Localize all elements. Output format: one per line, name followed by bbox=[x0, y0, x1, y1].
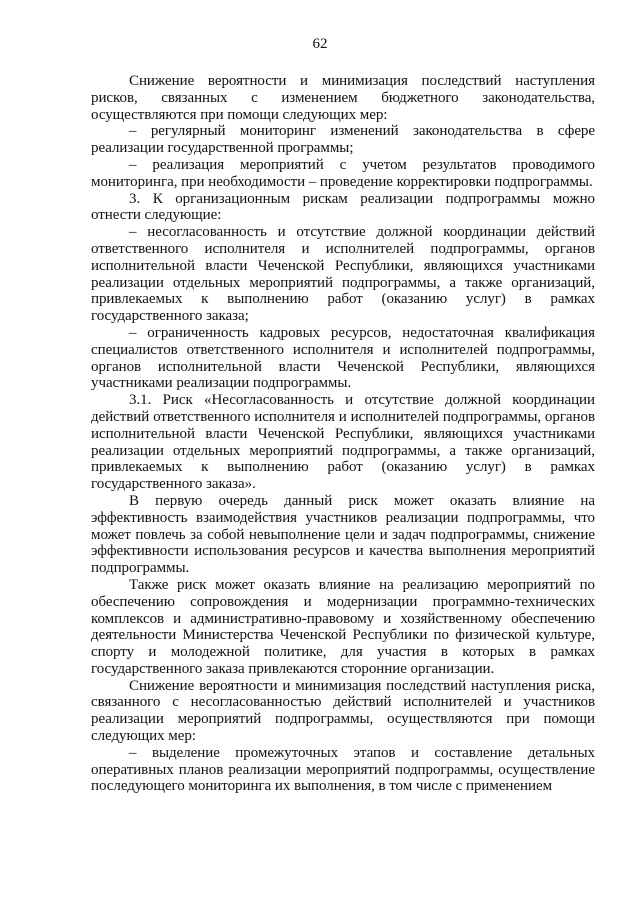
paragraph: В первую очередь данный риск может оказать влияние на эффективность взаимодействия участников реализации подпрограммы, что может повлечь за собой невыполнение цели и задач подпрограммы, снижение эффективности использования ресурсов и качества выполнения мероприятий подпрограммы. bbox=[91, 492, 595, 577]
paragraph: Снижение вероятности и минимизация последствий наступления рисков, связанных с изменением бюджетного законодательства, осуществляются при помощи следующих мер: bbox=[91, 73, 595, 123]
paragraph: – реализация мероприятий с учетом результатов проводимого мониторинга, при необходимости – проведение корректировки подпрограммы. bbox=[91, 156, 595, 190]
paragraph: – выделение промежуточных этапов и составление детальных оперативных планов реализации мероприятий подпрограммы, осуществление последующего мониторинга их выполнения, в том числе с применением bbox=[91, 744, 595, 795]
paragraph: – ограниченность кадровых ресурсов, недостаточная квалификация специалистов ответственного исполнителя и исполнителей подпрограммы, органов исполнительной власти Чеченской Республики, являющихся участниками реализации подпрограммы. bbox=[91, 324, 595, 392]
paragraph: – регулярный мониторинг изменений законодательства в сфере реализации государственной программы; bbox=[91, 123, 595, 157]
document-body bbox=[91, 73, 595, 795]
paragraph: 3.1. Риск «Несогласованность и отсутствие должной координации действий ответственного исполнителя и исполнителей подпрограммы, органов исполнительной власти Чеченской Республики, являющихся участниками реализации отдельных мероприятий подпрограммы, а также организаций, привлекаемых к выполнению работ (оказанию услуг) в рамках государственного заказа». bbox=[91, 392, 595, 493]
paragraph: 3. К организационным рискам реализации подпрограммы можно отнести следующие: bbox=[91, 190, 595, 224]
paragraph: – несогласованность и отсутствие должной координации действий ответственного исполнителя и исполнителей подпрограммы, органов исполнительной власти Чеченской Республики, являющихся участниками реализации отдельных мероприятий подпрограммы, а также организаций, привлекаемых к выполнению работ (оказанию услуг) в рамках государственного заказа; bbox=[91, 224, 595, 325]
paragraph: Также риск может оказать влияние на реализацию мероприятий по обеспечению сопровождения и модернизации программно-технических комплексов и административно-правовому и хозяйственному обеспечению деятельности Министерства Чеченской Республики по физической культуре, спорту и молодежной политике, для участия в которых в рамках государственного заказа привлекаются сторонние организации. bbox=[91, 576, 595, 677]
paragraph: Снижение вероятности и минимизация последствий наступления риска, связанного с несогласованностью действий исполнителей и участников реализации мероприятий подпрограммы, осуществляются при помощи следующих мер: bbox=[91, 677, 595, 745]
page-number: 62 bbox=[312, 36, 328, 52]
